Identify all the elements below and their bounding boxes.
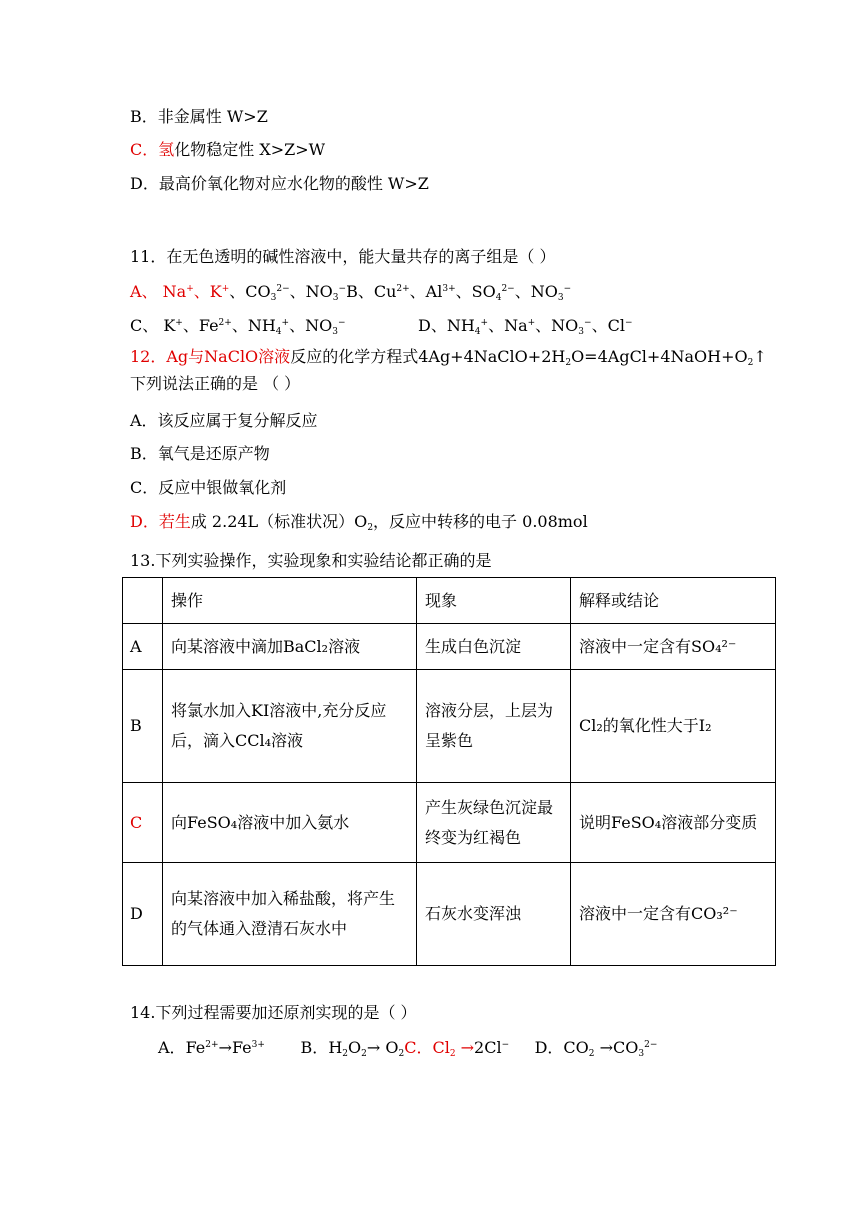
q13-stem: 13.下列实验操作，实验现象和实验结论都正确的是: [130, 551, 492, 570]
q11-option-d-label: D、: [418, 316, 447, 335]
row-label: B: [123, 670, 163, 783]
q14-option-c-label: C．: [404, 1038, 433, 1057]
q11-option-a-label: A、: [130, 282, 163, 301]
q11-option-b-label: B、: [346, 282, 374, 301]
q14-stem: 14.下列过程需要加还原剂实现的是（ ）: [130, 1003, 417, 1022]
q14-option-b-label: B．: [300, 1038, 329, 1057]
q12-stem-rest: 反应的化学方程式: [290, 347, 419, 366]
conclusion-cell: 说明FeSO₄溶液部分变质: [571, 783, 776, 863]
conclusion-cell: Cl₂的氧化性大于I₂: [571, 670, 776, 783]
q11-stem: 11．在无色透明的碱性溶液中，能大量共存的离子组是（ ）: [130, 247, 556, 266]
operation-cell: 向某溶液中加入稀盐酸，将产生的气体通入澄清石灰水中: [163, 863, 417, 966]
q12-option-b: B．氧气是还原产物: [130, 444, 270, 463]
table-row: [123, 863, 776, 966]
operation-cell: 向某溶液中滴加BaCl₂溶液: [163, 624, 417, 670]
q12-option-c: C．反应中银做氧化剂: [130, 478, 287, 497]
phenomenon-cell: 生成白色沉淀: [417, 624, 571, 670]
q11-option-ab: A、 Na+、K+、$CO_3^{2-}$、$NO_3^-B$、$Cu^{2+}$、$Al^{3+}$、$SO_4^{2-}$、$NO_3^-$: [130, 282, 572, 303]
q11-option-c-label: C、: [130, 316, 164, 335]
q11-option-d: D、$NH_4^+$、Na+、$NO_3^-$、Cl−: [418, 316, 633, 337]
q10-option-d: D．最高价氧化物对应水化物的酸性 W>Z: [130, 174, 429, 193]
table-row: [123, 783, 776, 863]
table-header-cell: [123, 578, 163, 624]
operation-cell: 向FeSO₄溶液中加入氨水: [163, 783, 417, 863]
table-header-cell: 现象: [417, 578, 571, 624]
row-label: C: [123, 783, 163, 863]
q14-option-a-label: A．: [158, 1038, 186, 1057]
row-label: A: [123, 624, 163, 670]
q10-option-c-prefix: C．氢: [130, 140, 175, 159]
table-header-cell: 解释或结论: [571, 578, 776, 624]
phenomenon-cell: 石灰水变浑浊: [417, 863, 571, 966]
table-row: [123, 670, 776, 783]
table-header-cell: 操作: [163, 578, 417, 624]
phenomenon-cell: 溶液分层，上层为呈紫色: [417, 670, 571, 783]
q12-stem-red: 12．Ag与NaClO溶液: [130, 347, 291, 366]
q10-option-c: [130, 139, 325, 161]
q12-stem: 12．Ag与NaClO溶液反应的化学方程式$4Ag+4NaClO+2H_2O=4AgCl+4NaOH+O_2↑$: [130, 347, 767, 368]
q12-option-d-red: D．若生: [130, 512, 191, 531]
conclusion-cell: 溶液中一定含有CO₃²⁻: [571, 863, 776, 966]
phenomenon-cell: 产生灰绿色沉淀最终变为红褐色: [417, 783, 571, 863]
q10-option-c-rest: 化物稳定性 X>Z>W: [174, 140, 326, 159]
q12-option-d: D．若生成 2.24L（标准状况）$O_2$，反应中转移的电子 0.08mol: [130, 512, 588, 533]
operation-cell: 将氯水加入KI溶液中,充分反应后，滴入CCl₄溶液: [163, 670, 417, 783]
q10-option-b: B．非金属性 W>Z: [130, 107, 268, 126]
row-label: D: [123, 863, 163, 966]
conclusion-cell: 溶液中一定含有SO₄²⁻: [571, 624, 776, 670]
table-row: [123, 624, 776, 670]
table-header-row: [123, 578, 776, 624]
q12-option-a: A．该反应属于复分解反应: [130, 411, 318, 430]
q13-experiment-table: [122, 577, 776, 966]
q12-stem-line2: 下列说法正确的是 （ ）: [130, 374, 301, 393]
q11-option-c: C、 K+、$Fe^{2+}$、$NH_4^+$、$NO_3^-$: [130, 316, 346, 337]
q14-options: A．$Fe^{2+}\to Fe^{3+}$ B．$H_2O_2\to O_2C$．$Cl_2 \to 2Cl^-$ D．$CO_2 \to CO_3^{2-}$: [158, 1038, 658, 1059]
q14-option-d-label: D．: [534, 1038, 564, 1057]
